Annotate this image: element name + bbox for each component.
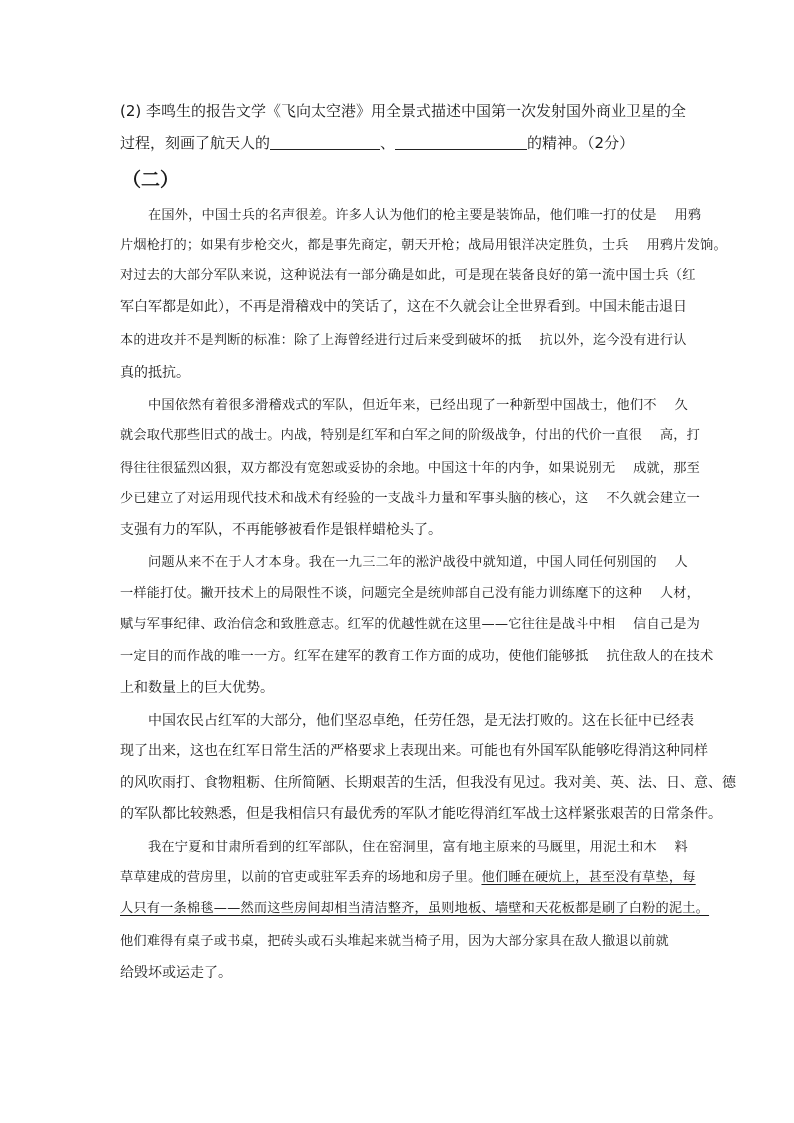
underlined-sentence-part-1: 他们睡在硬炕上，甚至没有草垫，每 [481,870,696,885]
passage-p4-line-3: 的风吹雨打、食物粗粝、住所简陋、长期艰苦的生活，但我没有见过。我对美、英、法、日、意、德 [120,775,736,791]
passage-p2-line-5: 支强有力的军队，不再能够被看作是银样蜡枪头了。 [120,522,442,538]
passage-p5-line-2-plain: 草草建成的营房里，以前的官吏或驻军丢弃的场地和房子里。 [120,870,482,885]
passage-p1-line-6: 真的抵抗。 [120,365,190,381]
passage-p2-line-3: 得往往很猛烈凶狠，双方都没有宽恕或妥协的余地。中国这十年的内争，如果说别无 成就，那至 [120,461,701,476]
question-2-prefix: 过程，刻画了航天人的 [120,134,271,152]
passage-p1-line-1: 在国外，中国士兵的名声很差。许多人认为他们的枪主要是装饰品，他们唯一打的仗是 用鸦 [148,208,702,223]
passage-p3-line-4: 一定目的而作战的唯一一方。红军在建军的教育工作方面的成功，使他们能够抵 抗住敌人的在技术 [120,649,714,664]
passage-p1-line-3: 对过去的大部分军队来说，这种说法有一部分确是如此，可是现在装备良好的第一流中国士兵（红 [120,268,696,283]
section-heading: （二） [122,169,180,191]
passage-p4-line-1: 中国农民占红军的大部分，他们坚忍卓绝，任劳任怨，是无法打败的。这在长征中已经表 [148,713,694,729]
question-2-separator: 、 [380,134,396,152]
passage-p3-line-5: 上和数量上的巨大优势。 [120,680,274,696]
answer-blank-1[interactable] [270,133,380,150]
passage-p5-line-4: 他们难得有桌子或书桌，把砖头或石头堆起来就当椅子用，因为大部分家具在敌人撤退以前就 [120,934,669,949]
passage-p2-line-1: 中国依然有着很多滑稽戏式的军队，但近年来，已经出现了一种新型中国战士，他们不 久 [148,398,688,413]
question-2-line-2 [120,133,634,153]
passage-p3-line-2: 一样能打仗。撇开技术上的局限性不谈，问题完全是统帅部自己没有能力训练麾下的这种 人材， [120,586,701,601]
passage-p3-line-1: 问题从来不在于人才本身。我在一九三二年的淞沪战役中就知道，中国人同任何别国的 人 [148,555,688,570]
underlined-sentence-part-2: 人只有一条棉毯——然而这些房间却相当清洁整齐，虽则地板、墙壁和天花板都是刷了白粉的泥土。 [120,901,710,916]
question-2-suffix: 的精神。（2分） [527,134,635,152]
passage-p1-line-5: 本的进攻并不是判断的标准：除了上海曾经进行过后来受到破坏的抵 抗以外，迄今没有进行认 [120,333,687,348]
passage-p5-line-5: 给毁坏或运走了。 [120,965,232,981]
passage-p5-line-2 [120,868,696,888]
passage-p2-line-4: 少已建立了对运用现代技术和战术有经验的一支战斗力量和军事头脑的核心，这 不久就会建立一 [120,491,701,506]
passage-p2-line-2: 就会取代那些旧式的战士。内战，特别是红军和白军之间的阶级战争，付出的代价一直很 高，打 [120,428,701,443]
passage-p4-line-4: 的军队都比较熟悉，但是我相信只有最优秀的军队才能吃得消红军战士这样紧张艰苦的日常条件。 [120,806,722,822]
passage-p5-line-1: 我在宁夏和甘肃所看到的红军部队，住在窑洞里，富有地主原来的马厩里，用泥土和木 料 [148,840,688,855]
passage-p1-line-4: 军白军都是如此），不再是滑稽戏中的笑话了，这在不久就会让全世界看到。中国未能击退日 [120,299,687,315]
answer-blank-2[interactable] [395,133,527,150]
passage-p1-line-2: 片烟枪打的；如果有步枪交火，都是事先商定，朝天开枪；战局用银洋决定胜负，士兵 用鸦片发饷。 [120,238,727,253]
question-2-line-1: (2) 李鸣生的报告文学《飞向太空港》用全景式描述中国第一次发射国外商业卫星的全 [120,102,687,120]
passage-p4-line-2: 现了出来，这也在红军日常生活的严格要求上表现出来。可能也有外国军队能够吃得消这种同样 [120,743,708,759]
passage-p3-line-3: 赋与军事纪律、政治信念和致胜意志。红军的优越性就在这里——它往往是战斗中相 信自己是为 [120,617,701,632]
